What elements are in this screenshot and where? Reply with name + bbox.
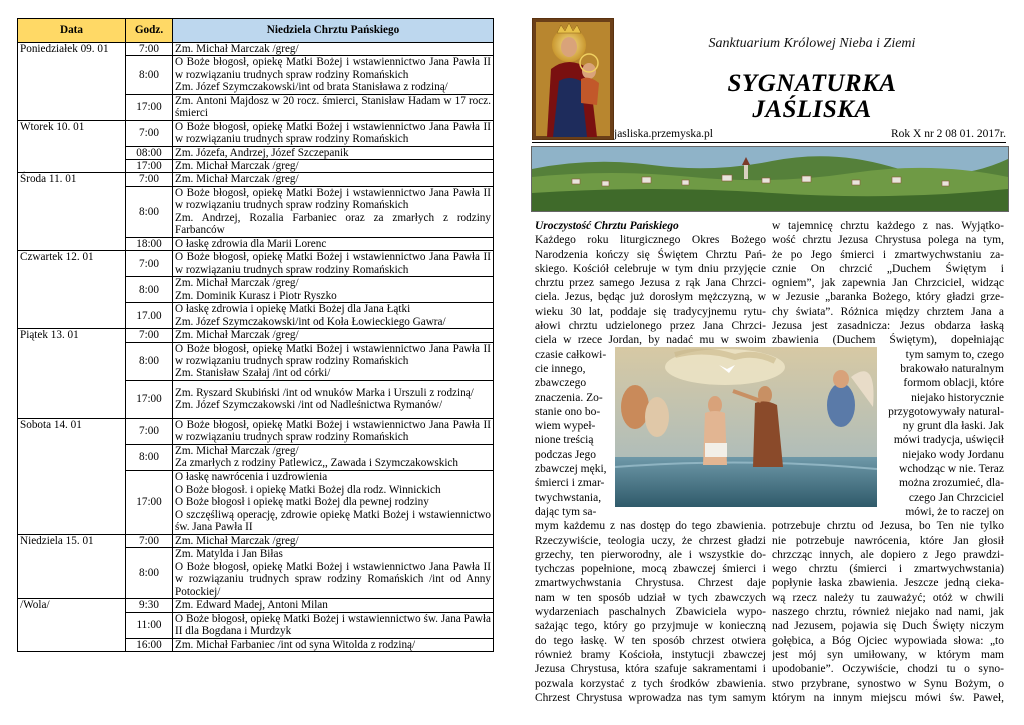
intention-cell [173,548,494,599]
article-line: gołębica, a Bóg Ojciec wypowiada słowa: „to [772,634,1004,647]
intention-line: Zm. Antoni Majdosz w 20 rocz. śmierci, Stanisław Hadam w 17 rocz. śmierci [175,94,491,120]
day-cell: Wtorek 10. 01 [18,120,126,173]
intention-line: Zm. Michał Marczak /greg/ [175,160,299,173]
intention-line: Za zmarłych z rodziny Patlewicz,, Zawada i Szymczakowskich [175,457,458,470]
time-cell: 7:00 [126,120,173,146]
intention-line: O Boże błogosł, opiekę Matki Bożej i wstawiennictwo Jana Pawła II w rozwiązaniu trudnych spraw rodziny Romańskich [175,342,491,368]
header-date: Data [18,19,126,43]
table-row [18,329,494,342]
article-line: nad Jezusem, pojawia się Duch Święty niczym [772,620,1004,633]
intention-line: Zm. Ryszard Skubiński /int od wnuków Marka i Urszuli z rodziną/ [175,386,474,399]
article-line: pozwala korzystać z tych środków zbawienia. [535,677,766,690]
bulletin-title-line1: SYGNATURKA [727,70,897,97]
article-line: wydarzeniach paschalnych Zbawiciela wypo- [535,606,766,619]
article-title: Uroczystość Chrztu Pańskiego [535,220,679,232]
header-title: Niedziela Chrztu Pańskiego [173,19,494,43]
intention-cell [173,94,494,120]
website-address: jasliska.przemyska.pl [614,128,714,140]
table-body [18,43,494,652]
table-row [18,251,494,277]
article-line: mówi tradycja, uświęcił [893,434,1004,447]
intention-cell [173,380,494,418]
time-cell: 17:00 [126,380,173,418]
intention-cell [173,160,494,173]
time-cell: 7:00 [126,418,173,444]
time-cell: 9:30 [126,599,173,612]
intention-line: O Boże błogosł, opiekę Matki Bożej i wstawiennictwo Jana Pawła II w rozwiązaniu trudnych spraw rodziny Romańskich [175,187,491,212]
intention-line: Zm. Michał Farbaniec /int od syna Witolda z rodziną/ [175,638,416,651]
article-line: Rzeczywiście, teologia uczy, że chrzest gładzi [535,534,766,547]
madonna-icon-image [532,18,614,140]
day-cell: Piątek 13. 01 [18,329,126,419]
article-line: nione treścią [535,434,594,447]
day-cell: Sobota 14. 01 [18,418,126,534]
article-line: czasie całkowi- [535,348,607,361]
time-cell: 8:00 [126,444,173,470]
article-line: Każdego roku liturgicznego Okres Bożego [535,234,766,247]
time-cell: 17:00 [126,160,173,173]
article-line: mówi, że to raczej on [905,505,1004,518]
article-line: Chrzest Chrystusa wprowadza nas tym samym [535,691,766,704]
article-line: śmierci i zmar- [535,477,605,490]
intention-line: O szczęśliwą operację, zdrowie opiekę Matki Bożej i wstawiennictwo św. Jana Pawła II [175,508,491,533]
article-line: niejako historycznie [911,391,1004,404]
intention-line: Zm. Andrzej, Rozalia Farbaniec oraz za zmarłych z rodziny Farbanców [175,211,491,237]
intention-line: Zm. Michał Marczak /greg/ [175,277,299,290]
intention-line: Zm. Michał Marczak /greg/ [175,534,299,547]
header-time: Godz. [126,19,173,43]
intention-line: O Boże błogosł, opiekę Matki Bożej i wstawiennictwo św. Jana Pawła II dla Bogdana i Murdzyk [175,612,491,638]
time-cell: 18:00 [126,237,173,250]
table-row [18,120,494,146]
article-line: naszego chrztu, również niejako nad nami, jak [772,606,1004,619]
intention-line: O Boże błogosł, opiekę Matki Bożej i wstawiennictwo Jana Pawła II w rozwiązaniu trudnych spraw rodziny Romańskich [175,418,491,444]
time-cell: 16:00 [126,638,173,651]
article-line: nam w ten sposób udział w tych zbawczych [535,591,766,604]
time-cell: 17:00 [126,94,173,120]
table-header-row [18,19,494,43]
article-line: przygotowywały natural- [888,405,1004,418]
intention-cell [173,173,494,186]
day-cell: /Wola/ [18,599,126,652]
intention-cell [173,277,494,303]
article-line: mym każdemu z nas dostęp do tego zbawienia. [535,520,766,533]
article-line: dając tym sa- [535,505,597,518]
table-row [18,599,494,612]
article-line: wchodząc w nie. Teraz [899,463,1004,476]
intention-line: O Boże błogosł, opiekę Matki Bożej i wstawiennictwo Jana Pawła II w rozwiązaniu trudnych spraw rodziny Romańskich [175,120,491,146]
article-line: chrztu przez samego Jezusa z rąk Jana Chrzci- [535,277,766,290]
intention-cell [173,470,494,534]
article-line: wieku 30 lat, poddaje się tradycyjnemu rytu- [535,305,766,318]
article-line: stwo przybrane, synostwo w Synu Bożym, o [772,677,1004,690]
article-line: stanie ono bo- [535,405,601,418]
intention-line: O Boże błogosł i opiekę matki Bożej dla pewnej rodziny [175,496,429,509]
intention-line: Zm. Józef Szymczakowski /int od Nadleśnictwa Rymanów/ [175,399,443,412]
day-cell: Środa 11. 01 [18,173,126,251]
article-line: zbawienia (Duchem Świętym), dopełniając [772,334,1004,347]
intention-cell [173,534,494,547]
intention-line: Zm. Dominik Kurasz i Piotr Ryszko [175,289,337,302]
intention-line: Zm. Józefa, Andrzej, Józef Szczepanik [175,146,349,159]
time-cell: 7:00 [126,43,173,56]
intention-line: O łaskę zdrowia dla Marii Lorenc [175,237,327,250]
village-panorama-photo [531,146,1009,212]
day-cell: Poniedziałek 09. 01 [18,43,126,121]
article-line: zmartwychwstania Chrystusa. Chrzest daje [535,577,766,590]
intention-line: Zm. Michał Marczak /greg/ [175,43,299,55]
intention-line: O Boże błogosł, opiekę Matki Bożej i wstawiennictwo Jana Pawła II w rozwiązaniu trudnych spraw rodziny Romańskich /int od Anny Potockiej/ [175,560,491,598]
article-line: wiem wypeł- [535,420,596,433]
article-line: można zrozumieć, dla- [898,477,1004,490]
intention-cell [173,43,494,56]
intention-cell [173,251,494,277]
intention-line: O łaskę nawrócenia i uzdrowienia [175,471,328,484]
table-row [18,173,494,186]
article-line: wą rzecz należy tu zauważyć; otóż w chwili [772,591,1004,604]
intention-line: Zm. Edward Madej, Antoni Milan [175,599,328,612]
article-line: w tajemnicę chrztu każdego z nas. Wyjątko- [772,220,1004,232]
article-line: nie potrzebuje nawrócenia, które Jan głosił [772,534,1004,547]
article-line: grzechy, ten pierworodny, ale i wszystkie do- [535,548,766,561]
intention-line: Zm. Matylda i Jan Biłas [175,548,283,561]
intention-line: O łaskę zdrowia i opiekę Matki Bożej dla Jana Łątki [175,303,411,316]
time-cell: 7:00 [126,251,173,277]
time-cell: 7:00 [126,173,173,186]
day-cell: Niedziela 15. 01 [18,534,126,598]
intention-line: O Boże błogosł, opiekę Matki Bożej i wstawiennictwo Jana Pawła II w rozwiązaniu trudnych spraw rodziny Romańskich [175,56,491,81]
intention-cell [173,237,494,250]
article-line: ny grunt dla łaski. Jak [902,420,1004,433]
article-line: że po Jego śmierci i zmartwychwstaniu za- [772,248,1004,261]
article-line: cznie On chrzcić „Duchem Świętym i [772,262,1004,275]
article-line: niejako wody Jordanu [902,448,1004,461]
article-line: ałowi chrztu udzielonego przez Jana Chrzci- [535,320,766,333]
intention-cell [173,342,494,380]
intention-line: Zm. Józef Szymczakowski/int od brata Stanisława z rodziną/ [175,81,448,94]
article-line: ciela. Jezus, będąc już dorosłym mężczyzną, w [535,291,766,304]
table-row [18,43,494,56]
article-line: upodobanie”. Oczywiście, chodzi tu o syno- [772,663,1004,676]
article-line: brakowało naturalnym [900,362,1004,375]
intention-cell [173,303,494,329]
table-row [18,418,494,444]
sanctuary-name: Sanktuarium Królowej Nieba i Ziemi [708,36,916,51]
article-line: potrzebuje chrztu od Jezusa, bo Ten nie tylko [772,520,1004,533]
article-line: chrzcząc innych, ale dopiero z Jego prawdzi- [772,548,1004,561]
intention-cell [173,186,494,237]
article-line: do tego łaskę. W ten sposób chrzest otwiera [535,634,766,647]
intention-cell [173,146,494,159]
article-line: formom oblacji, które [903,377,1004,390]
intention-cell [173,612,494,638]
article-line: ciela w rzece Jordan, by nadać mu w swoim [535,334,766,347]
article-line: w Jezusie „baranka Bożego, który gładzi grze- [772,291,1004,304]
intention-line: Zm. Michał Marczak /greg/ [175,173,299,186]
article-line: zbawczego [535,377,587,390]
article-line: również bramy Kościoła, instytucji zbawczej [535,648,766,661]
article-line: tychczas popełnione, mocą zbawczej śmierci i [535,563,766,576]
day-cell: Czwartek 12. 01 [18,251,126,329]
bulletin-title-line2: JAŚLISKA [752,96,872,123]
article-line: podczas Jego [535,448,596,461]
article-line: wość chrztu Jezusa Chrystusa polega na tym, [772,234,1004,247]
intention-line: O Boże błogosł. i opiekę Matki Bożej dla rodz. Winnickich [175,483,441,496]
intention-line: Zm. Michał Marczak /greg/ [175,329,299,342]
time-cell: 08:00 [126,146,173,159]
article-line: chy świata”. Różnica między chrztem Jana a [772,305,1004,318]
intention-line: O Boże błogosł, opiekę Matki Bożej i wstawiennictwo Jana Pawła II w rozwiązaniu trudnych spraw rodziny Romańskich [175,251,491,276]
article-line: Jezusa Chrystusa, która szafuje sakramentami i [535,663,766,676]
article-line: zbawczej męki, [535,463,607,476]
article-line: popłynie łaska zbawienia. Jeszcze jedną cieka- [772,577,1004,590]
mass-schedule-table [17,18,494,652]
intention-cell [173,418,494,444]
issue-info: Rok X nr 2 08 01. 2017r. [891,128,1006,140]
time-cell: 8:00 [126,342,173,380]
header-divider [532,142,1006,143]
article-line: którym na innym miejscu mówi św. Paweł, [772,691,1004,704]
time-cell: 8:00 [126,56,173,94]
article-line: Narodzenia kończy się Świętem Chrztu Pań- [535,248,766,261]
baptism-of-christ-painting [615,347,877,507]
article-line: jest mój syn umiłowany, w którym mam [772,648,1004,661]
intention-line: Zm. Michał Marczak /greg/ [175,444,299,457]
article-line: skiego. Kościół celebruje w tym dniu przyjęcie [535,262,766,275]
time-cell: 7:00 [126,534,173,547]
article-line: ogniem”, jak zapewnia Jan Chrzciciel, widząc [772,277,1004,290]
intention-cell [173,329,494,342]
article-line: cie innego, [535,362,586,375]
time-cell: 8:00 [126,186,173,237]
article-line: tym samym to, czego [905,348,1004,361]
time-cell: 17.00 [126,303,173,329]
time-cell: 8:00 [126,277,173,303]
intention-line: Zm. Stanisław Szałaj /int od córki/ [175,367,331,380]
article-line: wego chrztu (śmierci i zmartwychwstania) [772,563,1004,576]
intention-cell [173,120,494,146]
intention-cell [173,444,494,470]
article-line: czego Jan Chrzciciel [908,491,1004,504]
time-cell: 8:00 [126,548,173,599]
intention-cell [173,56,494,94]
article-line: twychwstania, [535,491,602,504]
article-line: sażając tego, który go przyjmuje w konieczną [535,620,766,633]
time-cell: 11:00 [126,612,173,638]
intention-cell [173,599,494,612]
article-line: Jezusa jest zasadnicza: Jezus obdarza łaską [772,320,1004,333]
intention-cell [173,638,494,651]
article-line: znaczenia. Zo- [535,391,603,404]
table-row [18,534,494,547]
time-cell: 7:00 [126,329,173,342]
time-cell: 17:00 [126,470,173,534]
intention-line: Zm. Józef Szymczakowski/int od Koła Łowieckiego Gawra/ [175,315,446,328]
